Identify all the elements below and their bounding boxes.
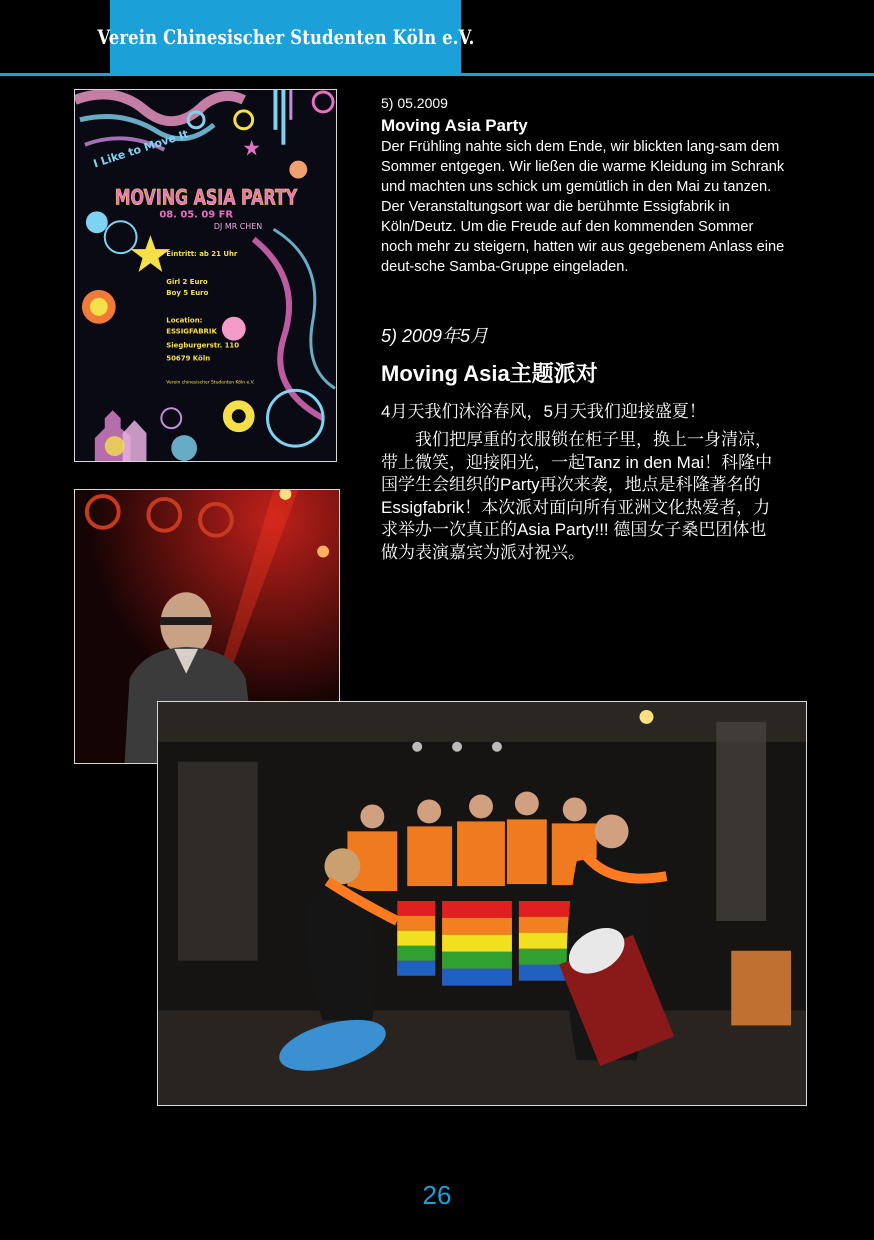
poster-venue: ESSIGFABRIK (166, 327, 217, 336)
chinese-intro: 4月天我们沐浴春风，5月天我们迎接盛夏！ (381, 402, 706, 421)
poster-slogan: I Like to Move It (91, 127, 190, 171)
german-title: Moving Asia Party (381, 116, 528, 135)
poster-entry: Eintritt: ab 21 Uhr (166, 250, 238, 259)
poster-street: Siegburgerstr. 110 (166, 341, 240, 350)
chinese-body: 我们把厚重的衣服锁在柜子里，换上一身清凉，带上微笑，迎接阳光，一起Tanz in den Mai！科隆中国学生会组织的Party再次来袭，地点是科隆著名的Essigfabrik！本次派对面向所有亚洲文化热爱者，力求举办一次真正的Asia Party!!! 德国女子桑巴团体也做为表演嘉宾为派对祝兴。 (381, 430, 773, 562)
chinese-title: Moving Asia主题派对 (381, 361, 598, 386)
poster-price-girl: Girl 2 Euro (166, 277, 208, 286)
organization-title: Verein Chinesischer Studenten Köln e.V. (96, 25, 475, 49)
poster-location-label: Location: (166, 316, 203, 325)
poster-price-boy: Boy 5 Euro (166, 288, 209, 297)
poster-organizer: Verein chinesischer Studenten Köln e.V. (166, 380, 255, 386)
poster-date: 08. 05. 09 FR (159, 209, 234, 221)
samba-group-photo (157, 701, 807, 1106)
party-poster (74, 89, 337, 462)
header-rule (0, 73, 874, 76)
poster-city: 50679 Köln (166, 354, 211, 363)
poster-title: MOVING ASIA PARTY (114, 185, 298, 210)
chinese-date: 5) 2009年5月 (381, 326, 489, 346)
german-body: Der Frühling nahte sich dem Ende, wir blickten lang-sam dem Sommer entgegen. Wir ließen die warme Kleidung im Schrank und machten uns schick um gemütlich in den Mai zu tanzen. Der Veranstaltungsort war die berühmte Essigfabrik in Köln/Deutz. Um die Freude auf den kommenden Sommer noch mehr zu steigern, hatten wir aus gegebenem Anlass eine deut-sche Samba-Gruppe eingeladen. (381, 139, 785, 275)
german-date: 5) 05.2009 (381, 95, 448, 111)
poster-dj: DJ MR CHEN (213, 222, 263, 232)
header-tab (96, 0, 475, 74)
page-number: 26 (422, 1180, 452, 1210)
